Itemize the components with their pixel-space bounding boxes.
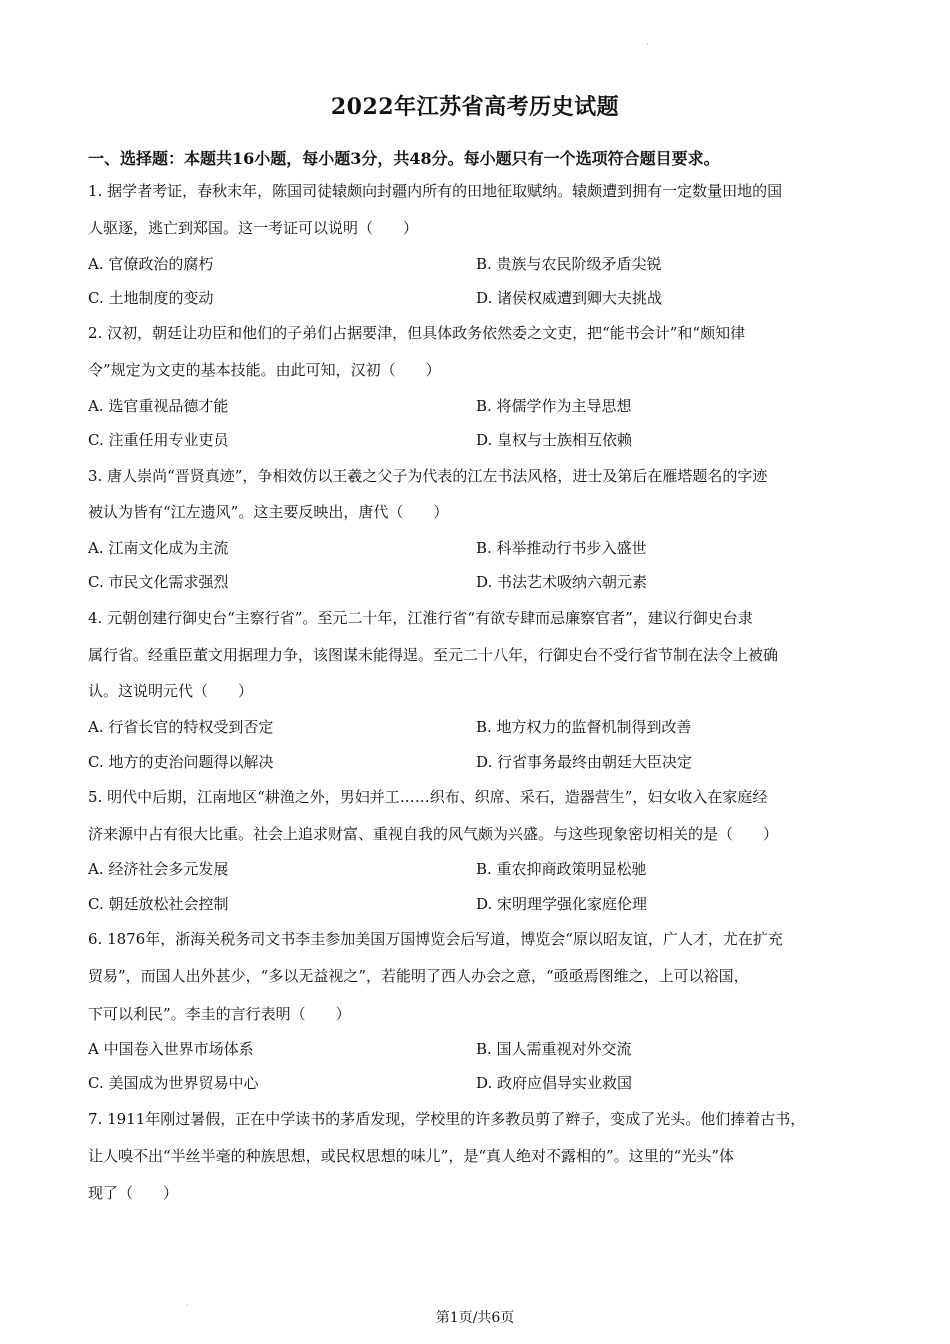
question-5-line-2: 济来源中占有很大比重。社会上追求财富、重视自我的风气颇为兴盛。与这些现象密切相关的是（ ） <box>88 825 779 843</box>
question-6-option-d: D. 政府应倡导实业救国 <box>476 1074 633 1092</box>
question-4-option-c: C. 地方的吏治问题得以解决 <box>88 753 274 771</box>
question-1-option-b: B. 贵族与农民阶级矛盾尖锐 <box>476 255 662 273</box>
question-3-line-1: 3. 唐人崇尚“晋贤真迹”，争相效仿以王羲之父子为代表的江左书法风格，进士及第后在雁塔题名的字迹 <box>88 467 768 485</box>
scan-dot: · <box>646 40 649 49</box>
question-6-option-b: B. 国人需重视对外交流 <box>476 1040 632 1058</box>
question-6-line-1: 6. 1876年，浙海关税务司文书李圭参加美国万国博览会后写道，博览会“原以昭友谊，广人才，尤在扩充 <box>88 930 783 948</box>
question-2-line-1: 2. 汉初，朝廷让功臣和他们的子弟们占据要津，但具体政务依然委之文吏，把“能书会计”和“颇知律 <box>88 324 746 342</box>
question-4-option-b: B. 地方权力的监督机制得到改善 <box>476 718 692 736</box>
question-6-line-2: 贸易”，而国人出外甚少，“多以无益视之”，若能明了西人办会之意，“亟亟焉图维之，上可以裕国， <box>88 967 749 985</box>
page-footer: 第1页/共6页 <box>435 1310 515 1326</box>
question-3-option-d: D. 书法艺术吸纳六朝元素 <box>476 573 648 591</box>
question-2-line-2: 令”规定为文吏的基本技能。由此可知，汉初（ ） <box>88 361 441 379</box>
page-title: 2022年江苏省高考历史试题 <box>330 94 620 120</box>
question-1-option-c: C. 土地制度的变动 <box>88 289 214 307</box>
question-2-option-a: A. 选官重视品德才能 <box>88 397 229 415</box>
question-3-line-2: 被认为皆有“江左遗风”。这主要反映出，唐代（ ） <box>88 503 449 521</box>
question-1-line-1: 1. 据学者考证，春秋末年，陈国司徒辕颇向封疆内所有的田地征取赋纳。辕颇遭到拥有一定数量田地的国 <box>88 182 783 200</box>
question-5-option-b: B. 重农抑商政策明显松驰 <box>476 860 647 878</box>
question-1-option-d: D. 诸侯权威遭到卿大夫挑战 <box>476 289 663 307</box>
question-5-option-a: A. 经济社会多元发展 <box>88 860 229 878</box>
question-7-line-3: 现了（ ） <box>88 1184 179 1202</box>
question-6-option-a: A 中国卷入世界市场体系 <box>88 1040 254 1058</box>
question-3-option-b: B. 科举推动行书步入盛世 <box>476 539 647 557</box>
question-3-option-a: A. 江南文化成为主流 <box>88 539 229 557</box>
question-2-option-b: B. 将儒学作为主导思想 <box>476 397 632 415</box>
question-5-line-1: 5. 明代中后期，江南地区“耕渔之外，男妇并工……织布、织席、采石，造器营生”，妇女收入在家庭经 <box>88 788 768 806</box>
question-4-line-3: 认。这说明元代（ ） <box>88 682 254 700</box>
question-4-line-2: 属行省。经重臣董文用据理力争，该图谋未能得逞。至元二十八年，行御史台不受行省节制在法令上被确 <box>88 646 779 664</box>
question-5-option-c: C. 朝廷放松社会控制 <box>88 895 229 913</box>
question-1-line-2: 人驱逐，逃亡到郑国。这一考证可以说明（ ） <box>88 219 419 237</box>
question-6-option-c: C. 美国成为世界贸易中心 <box>88 1074 259 1092</box>
question-4-line-1: 4. 元朝创建行御史台“主察行省”。至元二十年，江淮行省“有欲专肆而忌廉察官者”，建议行御史台隶 <box>88 609 753 627</box>
question-2-option-d: D. 皇权与士族相互依赖 <box>476 431 633 449</box>
scan-dot: · <box>186 1301 189 1310</box>
question-5-option-d: D. 宋明理学强化家庭伦理 <box>476 895 648 913</box>
question-4-option-d: D. 行省事务最终由朝廷大臣决定 <box>476 753 693 771</box>
question-3-option-c: C. 市民文化需求强烈 <box>88 573 229 591</box>
question-7-line-1: 7. 1911年刚过暑假，正在中学读书的茅盾发现，学校里的许多教员剪了辫子，变成了光头。他们捧着古书， <box>88 1110 806 1128</box>
question-1-option-a: A. 官僚政治的腐朽 <box>88 255 214 273</box>
question-2-option-c: C. 注重任用专业吏员 <box>88 431 229 449</box>
question-4-option-a: A. 行省长官的特权受到否定 <box>88 718 274 736</box>
question-7-line-2: 让人嗅不出“半丝半毫的种族思想，或民权思想的味儿”，是“真人绝对不露相的”。这里的“光头”体 <box>88 1147 735 1165</box>
section-heading: 一、选择题：本题共16小题，每小题3分，共48分。每小题只有一个选项符合题目要求。 <box>88 149 720 168</box>
question-6-line-3: 下可以利民”。李圭的言行表明（ ） <box>88 1005 351 1023</box>
